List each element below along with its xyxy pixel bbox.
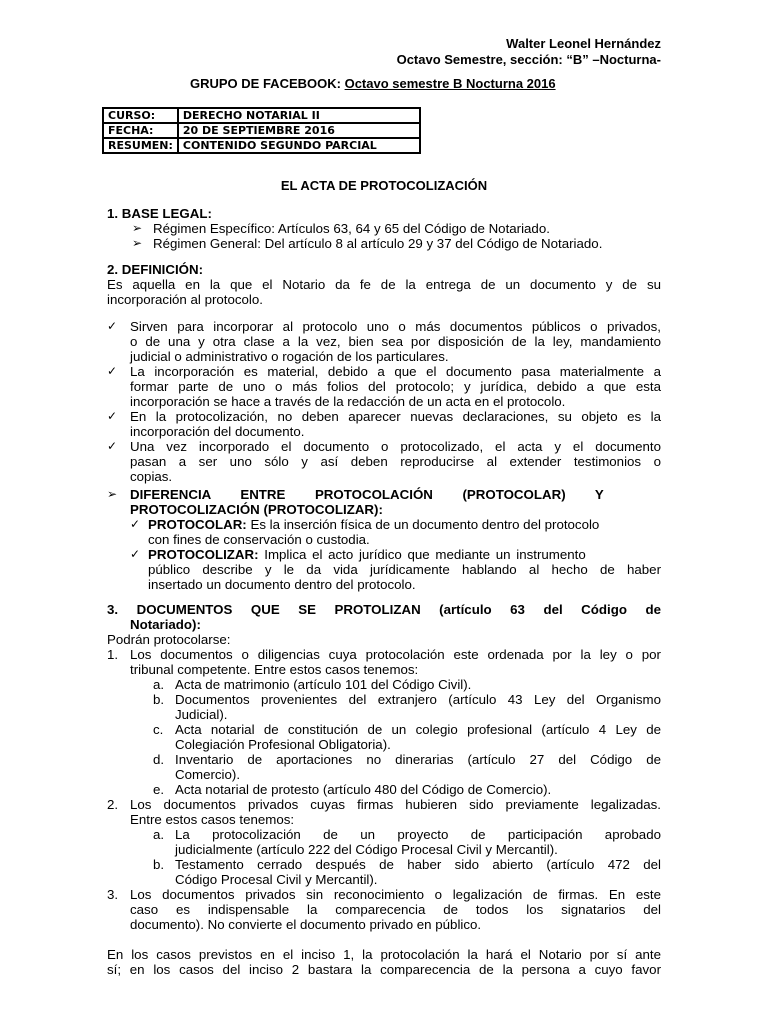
lettered-item-line: Acta notarial de constitución de un colegio profesional (artículo 4 Ley de [175,722,661,737]
lettered-item-line: Comercio). [175,767,241,782]
checkmark-icon: ✓ [107,364,118,378]
definition-line: público describe y le da vida jurídicamente hablando al hecho de haber [148,562,661,577]
checkmark-icon: ✓ [130,547,141,561]
lettered-item-line: Testamento cerrado después de haber sido abierto (artículo 472 del [175,857,661,872]
section-heading-definicion: 2. DEFINICIÓN: [107,262,204,277]
check-item-line: copias. [130,469,173,484]
list-number: 1. [107,647,119,662]
check-item-line: En la protocolización, no deben aparecer nuevas declaraciones, su objeto es la [130,409,661,424]
section-heading-documentos: 3. DOCUMENTOS QUE SE PROTOLIZAN (artículo 63 del Código de [107,602,661,617]
list-item: Régimen Específico: Artículos 63, 64 y 65 del Código de Notariado. [153,221,550,236]
arrow-bullet-icon: ➢ [132,236,143,250]
table-value: DERECHO NOTARIAL II [178,108,420,123]
group-name: Octavo semestre B Nocturna 2016 [344,76,556,91]
lettered-item-line: Judicial). [175,707,228,722]
list-letter: b. [153,857,165,872]
table-key: RESUMEN: [103,138,178,153]
checkmark-icon: ✓ [107,319,118,333]
list-letter: b. [153,692,165,707]
checkmark-icon: ✓ [107,439,118,453]
definition-line: incorporación al protocolo. [107,292,263,307]
numbered-item-line: Los documentos privados cuyas firmas hubieren sido previamente legalizadas. [130,797,661,812]
section-heading-base-legal: 1. BASE LEGAL: [107,206,212,221]
table-value: 20 DE SEPTIEMBRE 2016 [178,123,420,138]
table-row [103,123,420,138]
list-number: 2. [107,797,119,812]
term-protocolizar: PROTOCOLIZAR: [148,547,259,562]
list-letter: d. [153,752,165,767]
lettered-item-line: Inventario de aportaciones no dinerarias (artículo 27 del Código de [175,752,661,767]
checkmark-icon: ✓ [130,517,141,531]
course-info-table [102,107,421,154]
numbered-item-line: Los documentos privados sin reconocimiento o legalización de firmas. En este [130,887,661,902]
list-item: Régimen General: Del artículo 8 al artículo 29 y 37 del Código de Notariado. [153,236,603,251]
list-letter: c. [153,722,164,737]
check-item-line: La incorporación es material, debido a que el documento pasa materialmente a [130,364,661,379]
term-protocolar: PROTOCOLAR: [148,517,247,532]
table-value: CONTENIDO SEGUNDO PARCIAL [178,138,420,153]
arrow-bullet-icon: ➢ [107,487,118,501]
check-item-line: Una vez incorporado el documento o protocolizado, el acta y el documento [130,439,661,454]
numbered-item-line: tribunal competente. Entre estos casos tenemos: [130,662,419,677]
closing-paragraph-line: sí; en los casos del inciso 2 bastara la comparecencia de la persona a cuyo favor [107,962,661,977]
difference-heading: DIFERENCIA ENTRE PROTOCOLACIÓN (PROTOCOLAR) Y [130,487,604,502]
definition-protocolizar [148,547,586,562]
list-number: 3. [107,887,119,902]
facebook-group-line [190,76,556,91]
table-key: FECHA: [103,123,178,138]
list-letter: a. [153,677,165,692]
check-item-line: judicial o administrativo o rogación de los particulares. [130,349,449,364]
semester-line: Octavo Semestre, sección: “B” –Nocturna- [396,52,661,67]
term-description: Implica el acto jurídico que mediante un instrumento [258,547,586,562]
document-title: EL ACTA DE PROTOCOLIZACIÓN [280,178,488,193]
closing-paragraph-line: En los casos previstos en el inciso 1, la protocolación la hará el Notario por sí ante [107,947,661,962]
check-item-line: incorporación del documento. [130,424,305,439]
check-item-line: formar parte de uno o más folios del protocolo; y jurídica, debido a que esta [130,379,661,394]
numbered-item-line: Los documentos o diligencias cuya protocolación este ordenada por la ley o por [130,647,661,662]
lettered-item-line: Documentos provenientes del extranjero (artículo 43 Ley del Organismo [175,692,661,707]
table-key: CURSO: [103,108,178,123]
lettered-item-line: Acta notarial de protesto (artículo 480 del Código de Comercio). [175,782,552,797]
checkmark-icon: ✓ [107,409,118,423]
check-item-line: incorporación se hace a través de la redacción de un acta en el protocolo. [130,394,566,409]
lettered-item-line: Acta de matrimonio (artículo 101 del Código Civil). [175,677,472,692]
arrow-bullet-icon: ➢ [132,221,143,235]
definition-line: Es aquella en la que el Notario da fe de la entrega de un documento y de su [107,277,661,292]
author-name: Walter Leonel Hernández [506,36,661,51]
definition-line: con fines de conservación o custodia. [148,532,370,547]
term-description: Es la inserción física de un documento dentro del protocolo [246,517,600,532]
section-intro: Podrán protocolarse: [107,632,231,647]
check-item-line: pasan a ser uno sólo y así deben reproducirse al extender testimonios o [130,454,661,469]
lettered-item-line: La protocolización de un proyecto de participación aprobado [175,827,661,842]
section-heading-line2: Notariado): [130,617,201,632]
lettered-item-line: judicialmente (artículo 222 del Código Procesal Civil y Mercantil). [175,842,558,857]
numbered-item-line: documento). No convierte el documento privado en público. [130,917,482,932]
definition-protocolar [148,517,599,532]
check-item-line: Sirven para incorporar al protocolo uno o más documentos públicos o privados, [130,319,661,334]
numbered-item-line: caso es indispensable la comparecencia de todos los signatarios del [130,902,661,917]
definition-line: insertado un documento dentro del protocolo. [148,577,416,592]
difference-heading-line2: PROTOCOLIZACIÓN (PROTOCOLIZAR): [130,502,383,517]
lettered-item-line: Código Procesal Civil y Mercantil). [175,872,378,887]
list-letter: a. [153,827,165,842]
lettered-item-line: Colegiación Profesional Obligatoria). [175,737,391,752]
list-letter: e. [153,782,165,797]
group-label: GRUPO DE FACEBOOK: [190,76,341,91]
table-row [103,138,420,153]
table-row [103,108,420,123]
check-item-line: o de una y otra clase a la vez, bien sea por disposición de la ley, mandamiento [130,334,661,349]
numbered-item-line: Entre estos casos tenemos: [130,812,295,827]
